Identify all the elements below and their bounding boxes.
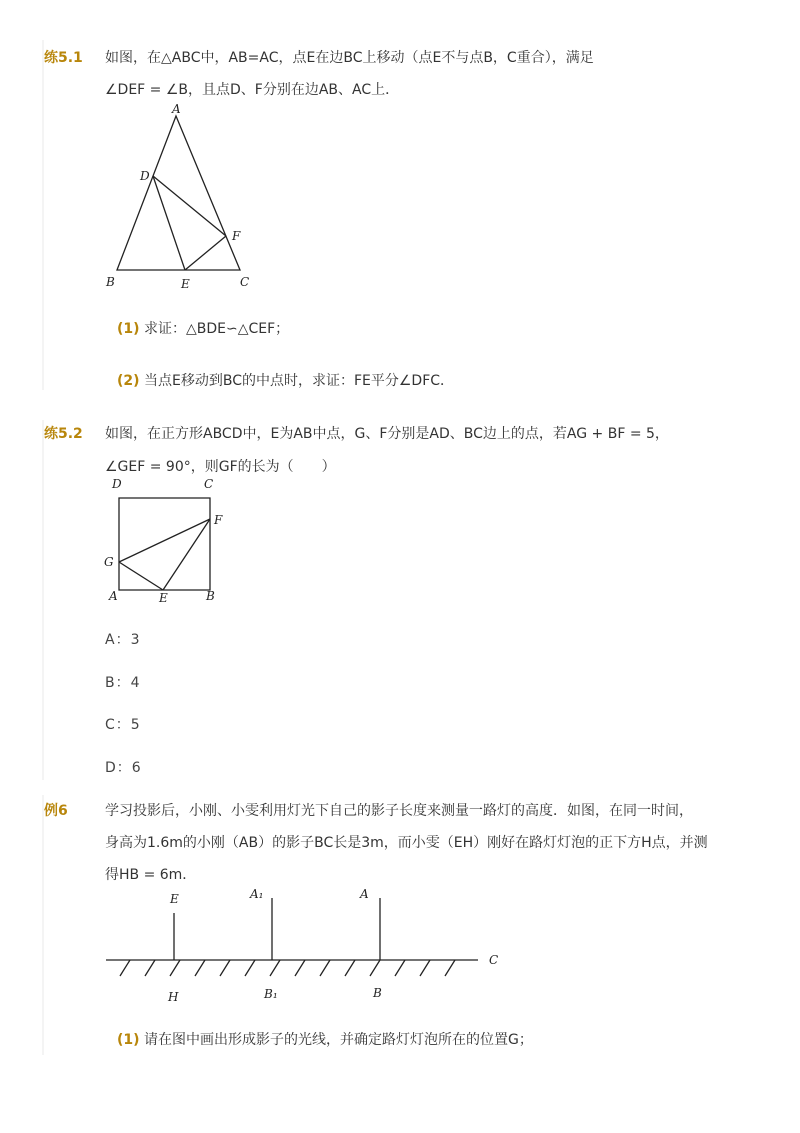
subquestion-text: 求证：△BDE∽△CEF； <box>144 321 290 337</box>
point-label-f: F <box>232 229 241 243</box>
option-c[interactable]: C：5 <box>105 717 141 733</box>
section-guide-bar <box>42 795 44 1055</box>
point-label-f: F <box>214 513 223 527</box>
segment-ef <box>185 236 226 270</box>
ground-hatching <box>120 960 455 976</box>
point-label-b: B <box>373 986 382 1000</box>
subquestion-2 <box>117 370 454 390</box>
point-label-g: G <box>104 555 114 569</box>
point-label-d: D <box>140 169 150 183</box>
streetlight-figure <box>100 880 510 1005</box>
problem-text: 如图，在正方形ABCD中，E为AB中点，G、F分别是AD、BC边上的点，若AG + BF = 5， <box>105 426 669 442</box>
exercise-label: 练5.1 <box>44 50 83 66</box>
option-a[interactable]: A：3 <box>105 632 141 648</box>
subquestion-number: (1) <box>117 321 140 337</box>
subquestion-text: 请在图中画出形成影子的光线，并确定路灯灯泡所在的位置G； <box>144 1032 533 1048</box>
triangle-figure <box>100 98 260 298</box>
point-label-h: H <box>168 990 179 1004</box>
section-guide-bar <box>42 420 44 780</box>
point-label-b: B <box>106 275 115 289</box>
point-label-d: D <box>112 477 122 491</box>
subquestion-1 <box>117 318 289 338</box>
subquestion-text: 当点E移动到BC的中点时，求证：FE平分∠DFC． <box>144 373 455 389</box>
problem-text: 如图，在△ABC中，AB=AC，点E在边BC上移动（点E不与点B，C重合），满足 <box>105 50 594 66</box>
subquestion-number: (2) <box>117 373 140 389</box>
subquestion-1 <box>117 1029 533 1049</box>
point-label-e: E <box>170 892 179 906</box>
point-label-c: C <box>489 953 499 967</box>
triangle-abc <box>117 116 240 270</box>
segment-ge <box>119 562 163 590</box>
square-figure <box>100 474 240 606</box>
exercise-label: 练5.2 <box>44 426 83 442</box>
problem-text: 得HB = 6m． <box>105 867 197 883</box>
point-label-e: E <box>159 591 168 605</box>
point-label-c: C <box>204 477 214 491</box>
point-label-e: E <box>181 277 190 291</box>
point-label-a: A <box>172 102 181 116</box>
section-guide-bar <box>42 40 44 390</box>
problem-text: 学习投影后，小刚、小雯利用灯光下自己的影子长度来测量一路灯的高度．如图，在同一时间， <box>105 803 693 819</box>
exercise-label: 例6 <box>44 803 68 819</box>
option-d[interactable]: D：6 <box>105 760 142 776</box>
point-label-a: A <box>360 887 369 901</box>
problem-text: ∠GEF = 90°，则GF的长为（ ） <box>105 459 336 475</box>
point-label-b1: B₁ <box>264 987 278 1001</box>
option-b[interactable]: B：4 <box>105 675 141 691</box>
point-label-a: A <box>109 589 118 603</box>
segment-de <box>153 176 185 270</box>
point-label-b: B <box>206 589 215 603</box>
problem-text: 身高为1.6m的小刚（AB）的影子BC长是3m，而小雯（EH）刚好在路灯灯泡的正下方H点，并测 <box>105 835 708 851</box>
subquestion-number: (1) <box>117 1032 140 1048</box>
problem-text: ∠DEF = ∠B，且点D、F分别在边AB、AC上． <box>105 82 400 98</box>
square-abcd <box>119 498 210 590</box>
point-label-a1: A₁ <box>250 887 264 901</box>
point-label-c: C <box>240 275 250 289</box>
segment-df <box>153 176 226 236</box>
